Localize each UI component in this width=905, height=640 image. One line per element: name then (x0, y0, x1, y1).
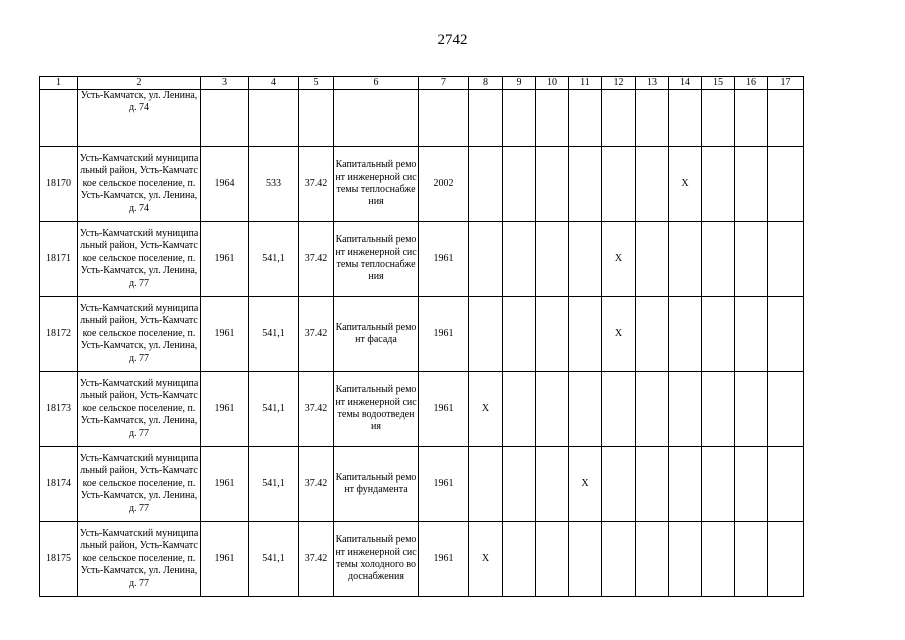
table-row (40, 222, 804, 297)
cell-year: 1961 (419, 297, 469, 372)
cell-mark (669, 297, 702, 372)
cell-mark (503, 447, 536, 522)
cell-mark: X (569, 447, 602, 522)
cell-mark (636, 147, 669, 222)
cell-mark (636, 297, 669, 372)
cell-year: 1961 (419, 372, 469, 447)
cell-id: 18175 (40, 522, 78, 597)
cell-work: Капитальный ремонт инженерной системы теплоснабжения (334, 147, 419, 222)
cell-mark (503, 372, 536, 447)
cell-area: 541,1 (249, 522, 299, 597)
cell-area: 541,1 (249, 222, 299, 297)
cell-area: 541,1 (249, 447, 299, 522)
column-header: 9 (503, 77, 536, 90)
cell-mark (569, 297, 602, 372)
cell-mark (702, 372, 735, 447)
cell-mark (503, 522, 536, 597)
cell-mark (768, 372, 804, 447)
column-header: 2 (78, 77, 201, 90)
cell-mark (768, 222, 804, 297)
cell-mark (636, 447, 669, 522)
cell-mark: X (669, 147, 702, 222)
cell-mark (735, 222, 768, 297)
cell-mark (768, 447, 804, 522)
cell-year-built: 1964 (201, 147, 249, 222)
cell-id: 18174 (40, 447, 78, 522)
table-row (40, 297, 804, 372)
cell-year: 1961 (419, 522, 469, 597)
column-header: 10 (536, 77, 569, 90)
cell-mark (536, 222, 569, 297)
cell-year-built: 1961 (201, 297, 249, 372)
column-header: 6 (334, 77, 419, 90)
cell-area: 541,1 (249, 372, 299, 447)
cell-mark (503, 147, 536, 222)
cell-id: 18170 (40, 147, 78, 222)
table-row (40, 372, 804, 447)
cell-area: 533 (249, 147, 299, 222)
cell-work: Капитальный ремонт фасада (334, 297, 419, 372)
cell-year: 1961 (419, 447, 469, 522)
table-row-continuation (40, 90, 804, 147)
cell-mark (469, 222, 503, 297)
cell-mark (735, 297, 768, 372)
column-header: 7 (419, 77, 469, 90)
cell-mark (702, 147, 735, 222)
column-header: 4 (249, 77, 299, 90)
column-header: 8 (469, 77, 503, 90)
cell-mark (735, 522, 768, 597)
cell-id: 18173 (40, 372, 78, 447)
cell-mark: X (469, 522, 503, 597)
column-header: 15 (702, 77, 735, 90)
cell-mark (569, 147, 602, 222)
cell-work: Капитальный ремонт инженерной системы холодного водоснабжения (334, 522, 419, 597)
cell-address: Усть-Камчатск, ул. Ленина,д. 74 (78, 90, 201, 147)
column-header: 3 (201, 77, 249, 90)
cell-mark (669, 522, 702, 597)
cell-id: 18171 (40, 222, 78, 297)
cell-mark (768, 522, 804, 597)
cell-rate: 37.42 (299, 147, 334, 222)
cell-mark (702, 297, 735, 372)
cell-mark (503, 297, 536, 372)
cell-mark (669, 372, 702, 447)
cell-mark (569, 222, 602, 297)
cell-year-built: 1961 (201, 222, 249, 297)
column-header: 5 (299, 77, 334, 90)
cell-rate: 37.42 (299, 372, 334, 447)
cell-mark (735, 147, 768, 222)
cell-id: 18172 (40, 297, 78, 372)
cell-mark: X (602, 222, 636, 297)
cell-year-built: 1961 (201, 447, 249, 522)
cell-address: Усть-Камчатский муниципальный район, Усть-Камчатское сельское поселение, п. Усть-Камчатск, ул. Ленина,д. 77 (78, 222, 201, 297)
column-header: 16 (735, 77, 768, 90)
cell-mark (702, 222, 735, 297)
cell-mark (602, 522, 636, 597)
register-table (39, 76, 804, 597)
cell-rate: 37.42 (299, 522, 334, 597)
cell-rate: 37.42 (299, 447, 334, 522)
page-number: 2742 (437, 32, 468, 48)
cell-mark (702, 522, 735, 597)
column-header: 11 (569, 77, 602, 90)
cell-year: 2002 (419, 147, 469, 222)
cell-mark (602, 447, 636, 522)
cell-mark (569, 522, 602, 597)
cell-mark: X (469, 372, 503, 447)
column-header: 14 (669, 77, 702, 90)
cell-mark (536, 297, 569, 372)
cell-work: Капитальный ремонт инженерной системы теплоснабжения (334, 222, 419, 297)
cell-year-built: 1961 (201, 522, 249, 597)
cell-address: Усть-Камчатский муниципальный район, Усть-Камчатское сельское поселение, п. Усть-Камчатск, ул. Ленина,д. 77 (78, 522, 201, 597)
header-row (40, 77, 804, 90)
cell-year-built: 1961 (201, 372, 249, 447)
cell-mark (768, 297, 804, 372)
table-row (40, 447, 804, 522)
cell-address: Усть-Камчатский муниципальный район, Усть-Камчатское сельское поселение, п. Усть-Камчатск, ул. Ленина,д. 77 (78, 447, 201, 522)
cell-mark (503, 222, 536, 297)
cell-mark (536, 147, 569, 222)
cell-address: Усть-Камчатский муниципальный район, Усть-Камчатское сельское поселение, п. Усть-Камчатск, ул. Ленина,д. 74 (78, 147, 201, 222)
cell-mark (735, 372, 768, 447)
cell-area: 541,1 (249, 297, 299, 372)
cell-mark (536, 522, 569, 597)
cell-mark (469, 147, 503, 222)
cell-mark (469, 297, 503, 372)
column-header: 17 (768, 77, 804, 90)
cell-rate: 37.42 (299, 222, 334, 297)
cell-address: Усть-Камчатский муниципальный район, Усть-Камчатское сельское поселение, п. Усть-Камчатск, ул. Ленина,д. 77 (78, 297, 201, 372)
table-row (40, 522, 804, 597)
cell-mark (669, 447, 702, 522)
cell-mark (669, 222, 702, 297)
cell-work: Капитальный ремонт инженерной системы водоотведения (334, 372, 419, 447)
cell-mark (536, 372, 569, 447)
cell-mark (636, 372, 669, 447)
cell-mark (602, 147, 636, 222)
cell-mark (469, 447, 503, 522)
cell-year: 1961 (419, 222, 469, 297)
table-row (40, 147, 804, 222)
cell-mark: X (602, 297, 636, 372)
cell-mark (702, 447, 735, 522)
cell-rate: 37.42 (299, 297, 334, 372)
cell-id (40, 90, 78, 147)
column-header: 13 (636, 77, 669, 90)
cell-mark (536, 447, 569, 522)
cell-mark (636, 522, 669, 597)
cell-address: Усть-Камчатский муниципальный район, Усть-Камчатское сельское поселение, п. Усть-Камчатск, ул. Ленина,д. 77 (78, 372, 201, 447)
cell-mark (768, 147, 804, 222)
cell-work: Капитальный ремонт фундамента (334, 447, 419, 522)
cell-mark (636, 222, 669, 297)
cell-mark (602, 372, 636, 447)
column-header: 1 (40, 77, 78, 90)
cell-mark (569, 372, 602, 447)
cell-mark (735, 447, 768, 522)
column-header: 12 (602, 77, 636, 90)
